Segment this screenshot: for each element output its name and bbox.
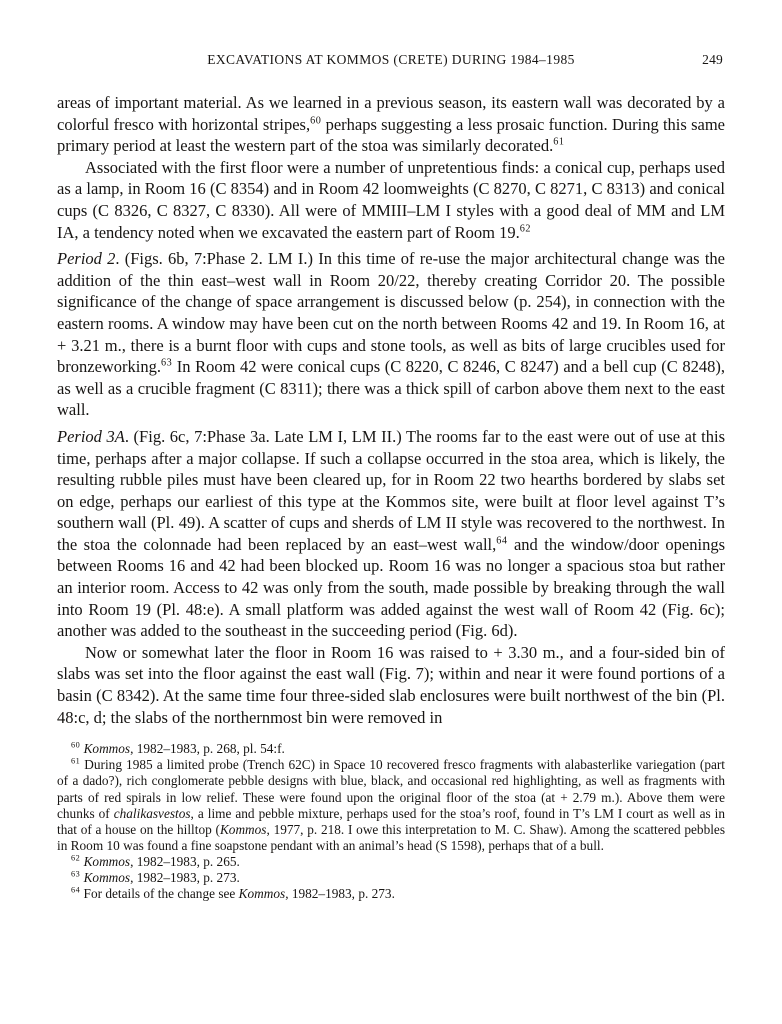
text-segment: During 1985 a limited probe (Trench 62C) in Space 10 recovered fresco fragments with alabasterlike variegation (part of a dado?), rich conglomerate pebble designs with blue, black, and occasional red highlighting, as well as fragments with parts of red spirals in low relief. These were found upon the original floor of the stoa (at + 2.79 m.). Above them were chunks of (57, 757, 725, 821)
text-segment: , 1977, p. 218. I owe this interpretation to M. C. Shaw). Among the scattered pebbles in Room 10 was found a fine soapstone pendant with an animal’s head (S 1598), perhaps that of a bull. (57, 821, 725, 853)
text-segment: , 1982–1983, p. 265. (130, 853, 240, 869)
paragraph (57, 642, 725, 728)
text-segment: areas of important material. As we learned in a previous season, its eastern wall was decorated by a colorful fresco with horizontal stripes, (57, 93, 725, 134)
footnote-ref: 62 (71, 853, 81, 863)
italic-text-segment: Period 3A (57, 426, 125, 446)
page-number: 249 (702, 52, 723, 67)
footnote-ref: 63 (161, 357, 173, 369)
footnote-ref: 62 (519, 223, 531, 235)
italic-text-segment: Kommos (83, 741, 131, 757)
footnote-ref: 64 (71, 885, 81, 895)
text-segment: , 1982–1983, p. 273. (130, 869, 240, 885)
text-segment: Now or somewhat later the floor in Room 16 was raised to + 3.30 m., and a four-sided bin of slabs was set into the floor against the east wall (Fig. 7); within and near it were found portions of a basin (C 8342). At the same time four three-sided slab enclosures were built northwest of the bin (Pl. 48:c, d; the slabs of the northernmost bin were removed in (57, 642, 725, 727)
running-title: EXCAVATIONS AT KOMMOS (CRETE) DURING 1984–1985 (207, 52, 575, 67)
italic-text-segment: chalikasvestos (113, 805, 191, 821)
footnote-ref: 63 (71, 869, 81, 879)
paragraph (57, 248, 725, 421)
text-segment: For details of the change see (80, 886, 239, 902)
footnote-ref: 60 (310, 115, 322, 127)
text-segment: . (Fig. 6c, 7:Phase 3a. Late LM I, LM II.) The rooms far to the east were out of use at this time, perhaps after a major collapse. If such a collapse occurred in the stoa area, which is likely, the resulting rubble piles must have been cleared up, for in Room 22 two hearths bordered by slabs set on edge, perhaps our earliest of this type at the Kommos site, were built at floor level against T’s southern wall (Pl. 49). A scatter of cups and sherds of LM II style was recovered to the northwest. In the stoa the colonnade had been replaced by an east–west wall, (57, 426, 725, 554)
footnote (57, 870, 725, 886)
footnote (57, 854, 725, 870)
running-header (57, 52, 725, 68)
italic-text-segment: Kommos (219, 821, 267, 837)
footnote-ref: 61 (553, 136, 565, 148)
footnote (57, 757, 725, 854)
italic-text-segment: Kommos (83, 853, 131, 869)
text-segment: , 1982–1983, p. 273. (285, 886, 395, 902)
text-segment: . (Figs. 6b, 7:Phase 2. LM I.) In this time of re-use the major architectural change was the addition of the thin east–west wall in Room 20/22, thereby creating Corridor 20. The possible significance of the change of space arrangement is discussed below (p. 254), in connection with the eastern rooms. A window may have been cut on the north between Rooms 42 and 19. In Room 16, at + 3.21 m., there is a burnt floor with cups and stone tools, as well as bits of large crucibles used for bronzeworking. (57, 249, 725, 377)
paragraph (57, 426, 725, 642)
footnote (57, 886, 725, 902)
text-segment: Associated with the first floor were a number of unpretentious finds: a conical cup, perhaps used as a lamp, in Room 16 (C 8354) and in Room 42 loomweights (C 8270, C 8271, C 8313) and conical cups (C 8326, C 8327, C 8330). All were of MMIII–LM I styles with a good deal of MM and LM IA, a tendency noted when we excavated the eastern part of Room 19. (57, 157, 725, 242)
italic-text-segment: Kommos (238, 886, 286, 902)
paragraph (57, 92, 725, 157)
footnote (57, 741, 725, 757)
footnotes-section (57, 741, 725, 902)
footnote-ref: 64 (496, 535, 508, 547)
footnote-ref: 61 (71, 756, 81, 766)
text-segment: and the window/door openings between Rooms 16 and 42 had been blocked up. Room 16 was no longer a spacious stoa but rather an interior room. Access to 42 was only from the south, made possible by breaking through the wall into Room 19 (Pl. 48:e). A small platform was added against the west wall of Room 42 (Fig. 6c); another was added to the southeast in the succeeding period (Fig. 6d). (57, 534, 726, 641)
italic-text-segment: Period 2 (57, 249, 116, 269)
text-segment: , 1982–1983, p. 268, pl. 54:f. (130, 741, 285, 757)
text-segment: , a lime and pebble mixture, perhaps used for the stoa’s roof, found in T’s LM I court as well as in that of a house on the hilltop ( (57, 805, 725, 837)
text-segment: In Room 42 were conical cups (C 8220, C 8246, C 8247) and a bell cup (C 8248), as well as a crucible fragment (C 8311); there was a thick spill of carbon above them next to the east wall. (57, 357, 725, 420)
paragraph (57, 157, 725, 243)
footnote-ref: 60 (71, 740, 81, 750)
text-segment: perhaps suggesting a less prosaic function. During this same primary period at least the western part of the stoa was similarly decorated. (57, 114, 725, 156)
italic-text-segment: Kommos (83, 869, 131, 885)
body-paragraphs (57, 92, 725, 728)
